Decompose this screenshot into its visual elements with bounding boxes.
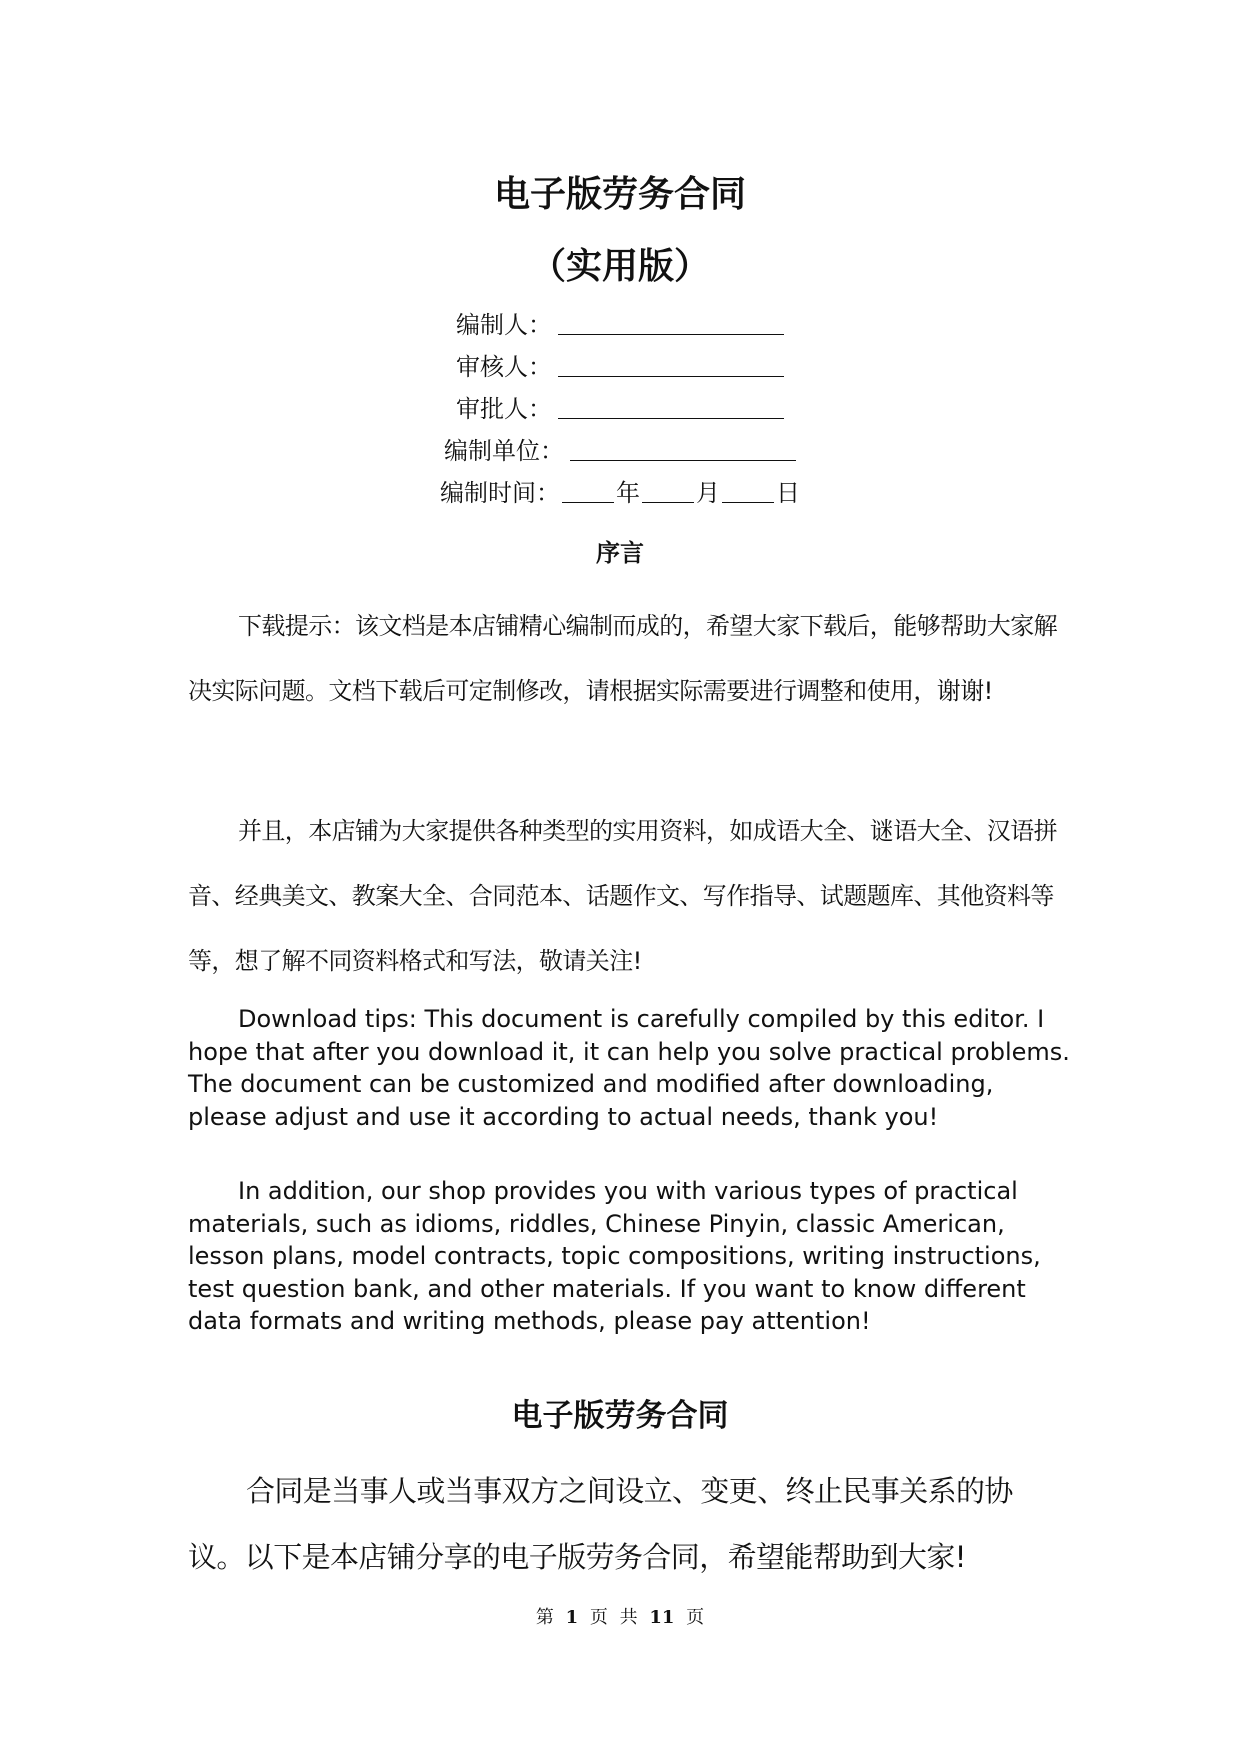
approver-blank	[558, 396, 784, 419]
approver-label: 审批人：	[456, 395, 552, 423]
footer-prefix: 第	[535, 1607, 554, 1628]
compiler-label: 编制人：	[456, 311, 552, 339]
footer-total-pages: 11	[649, 1607, 675, 1628]
year-blank	[562, 480, 614, 503]
day-blank	[722, 480, 774, 503]
footer-current-page: 1	[565, 1607, 579, 1628]
year-label: 年	[616, 479, 640, 507]
document-title: 电子版劳务合同	[493, 173, 746, 215]
intro-paragraph: 合同是当事人或当事双方之间设立、变更、终止民事关系的协议。以下是本店铺分享的电子版劳务合同，希望能帮助到大家!	[188, 1474, 1013, 1574]
month-blank	[642, 480, 694, 503]
time-field	[0, 480, 1240, 505]
footer-middle: 页 共	[589, 1607, 638, 1628]
preface-en-paragraph-2: In addition, our shop provides you with various types of practical materials, such as idioms, riddles, Chinese Pinyin, classic American, lesson plans, model contracts, topic compositions, writing instructions, test question bank, and other materials. If you want to know different data formats and writing methods, please pay attention!	[188, 1177, 1041, 1335]
unit-blank	[570, 438, 796, 461]
approver-field	[0, 396, 1240, 421]
unit-field	[0, 438, 1240, 463]
time-label: 编制时间：	[440, 479, 560, 507]
reviewer-field	[0, 354, 1240, 379]
footer-suffix: 页	[686, 1607, 705, 1628]
document-subtitle: （实用版）	[529, 245, 710, 287]
month-label: 月	[696, 479, 720, 507]
compiler-blank	[558, 312, 784, 335]
unit-label: 编制单位：	[444, 437, 564, 465]
reviewer-label: 审核人：	[456, 353, 552, 381]
section-title: 电子版劳务合同	[511, 1398, 729, 1434]
page-number-footer	[0, 1609, 1240, 1627]
compiler-field	[0, 312, 1240, 337]
preface-cn-paragraph-2: 并且，本店铺为大家提供各种类型的实用资料，如成语大全、谜语大全、汉语拼音、经典美文、教案大全、合同范本、话题作文、写作指导、试题题库、其他资料等等，想了解不同资料格式和写法，敬请关注!	[188, 817, 1057, 975]
preface-cn-paragraph-1: 下载提示：该文档是本店铺精心编制而成的，希望大家下载后，能够帮助大家解决实际问题。文档下载后可定制修改，请根据实际需要进行调整和使用，谢谢!	[188, 612, 1057, 705]
preface-heading: 序言	[596, 539, 644, 567]
preface-en-paragraph-1: Download tips: This document is carefully compiled by this editor. I hope that after you download it, it can help you solve practical problems. The document can be customized and modified after downloading, please adjust and use it according to actual needs, thank you!	[188, 1005, 1070, 1131]
day-label: 日	[776, 479, 800, 507]
reviewer-blank	[558, 354, 784, 377]
